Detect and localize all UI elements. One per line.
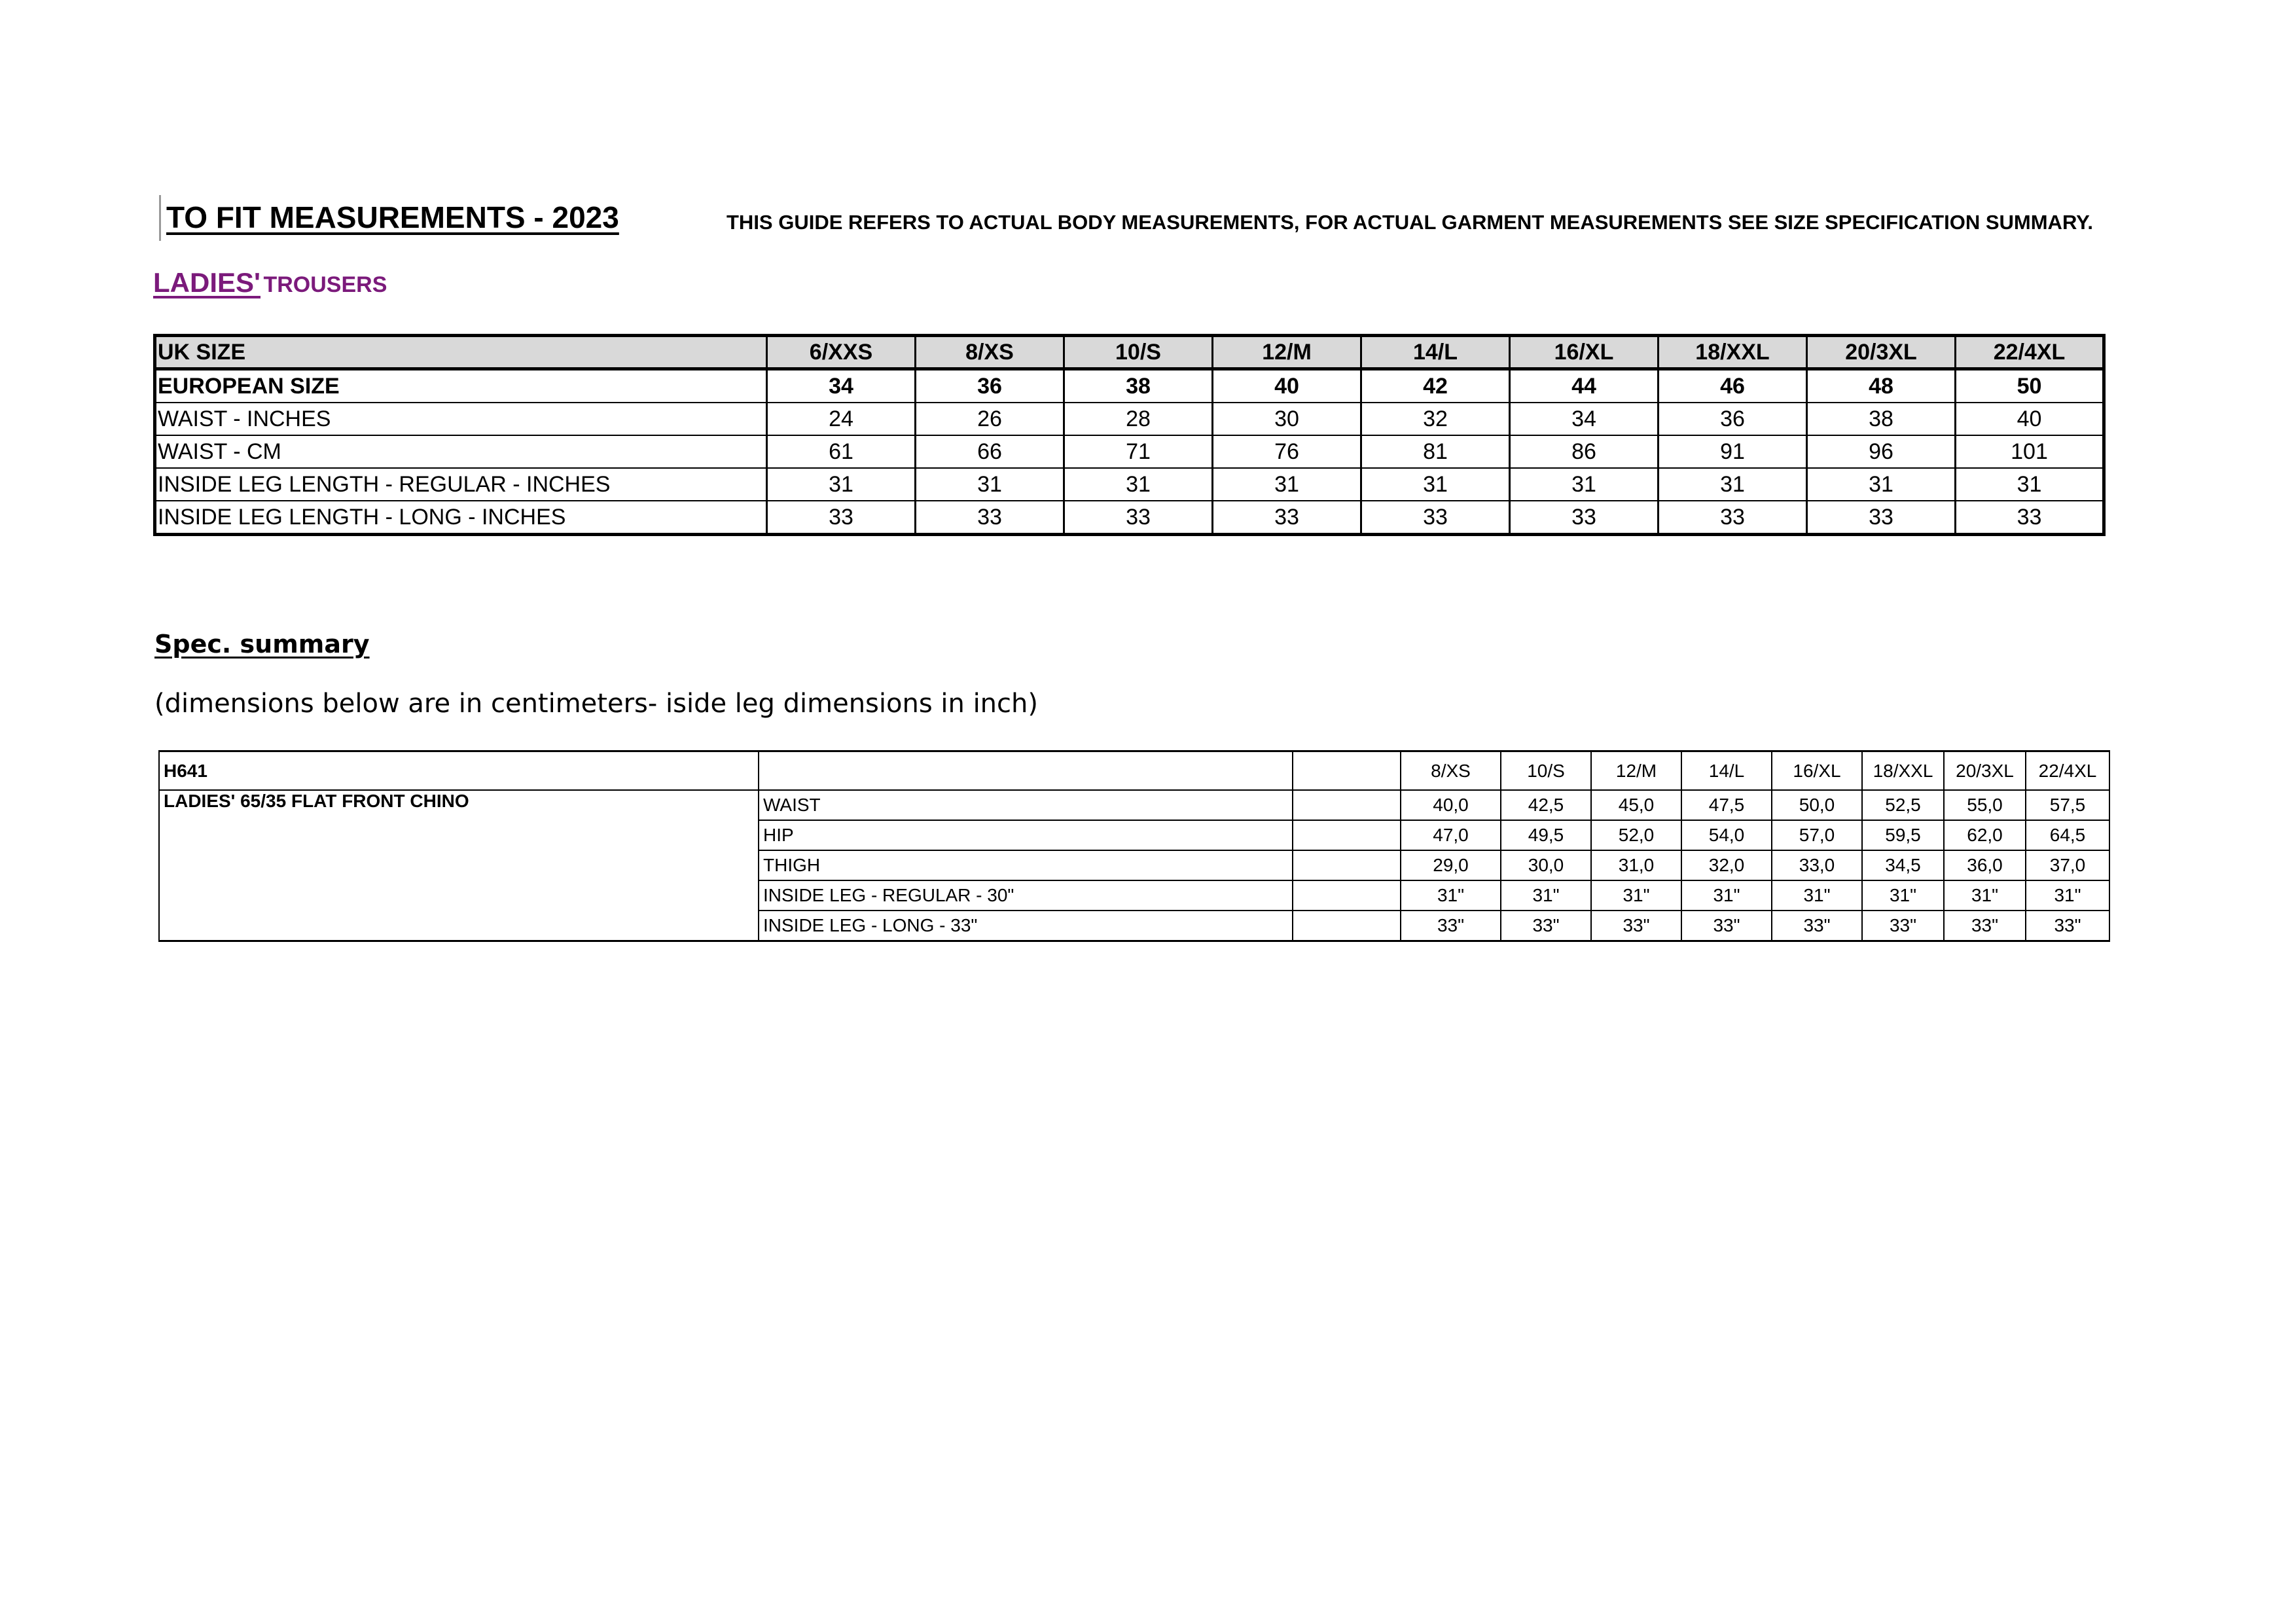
spec-cell: 32,0 xyxy=(1681,850,1772,880)
spec-cell: 31" xyxy=(2026,880,2109,911)
size-cell: 40 xyxy=(1213,369,1361,403)
spec-cell: 55,0 xyxy=(1944,790,2026,820)
blank-cell xyxy=(1293,790,1401,820)
size-cell: 10/S xyxy=(1064,336,1213,369)
size-cell: 42 xyxy=(1361,369,1510,403)
size-cell: 14/L xyxy=(1361,336,1510,369)
spec-cell: 52,0 xyxy=(1591,820,1681,850)
spec-cell: 33" xyxy=(1944,911,2026,941)
spec-cell: 52,5 xyxy=(1862,790,1944,820)
size-cell: 31 xyxy=(1361,468,1510,501)
spec-cell: 36,0 xyxy=(1944,850,2026,880)
size-table-row xyxy=(155,369,2104,403)
measurement-label: INSIDE LEG - LONG - 33" xyxy=(759,911,1293,941)
size-cell: 36 xyxy=(1659,403,1807,435)
row-label: UK SIZE xyxy=(155,336,767,369)
spec-cell: 33" xyxy=(1501,911,1591,941)
size-cell: 30 xyxy=(1213,403,1361,435)
spec-size-header: 20/3XL xyxy=(1944,751,2026,791)
spec-cell: 33" xyxy=(1591,911,1681,941)
spec-note: (dimensions below are in centimeters- iside leg dimensions in inch) xyxy=(154,689,1038,719)
spec-size-header: 12/M xyxy=(1591,751,1681,791)
category-main: LADIES' xyxy=(153,267,261,298)
size-table-row xyxy=(155,336,2104,369)
size-cell: 26 xyxy=(916,403,1064,435)
size-cell: 20/3XL xyxy=(1807,336,1956,369)
product-name: LADIES' 65/35 FLAT FRONT CHINO xyxy=(159,790,759,941)
size-cell: 34 xyxy=(767,369,916,403)
size-cell: 31 xyxy=(916,468,1064,501)
spec-cell: 45,0 xyxy=(1591,790,1681,820)
size-cell: 8/XS xyxy=(916,336,1064,369)
size-cell: 71 xyxy=(1064,435,1213,468)
measurement-label: INSIDE LEG - REGULAR - 30" xyxy=(759,880,1293,911)
category-heading xyxy=(153,267,387,298)
size-cell: 33 xyxy=(1659,501,1807,535)
size-cell: 33 xyxy=(1361,501,1510,535)
size-cell: 86 xyxy=(1510,435,1659,468)
spec-cell: 54,0 xyxy=(1681,820,1772,850)
spec-size-header: 8/XS xyxy=(1401,751,1501,791)
size-cell: 48 xyxy=(1807,369,1956,403)
spec-header-row xyxy=(159,751,2109,791)
spec-cell: 33" xyxy=(2026,911,2109,941)
spec-cell: 33" xyxy=(1401,911,1501,941)
size-cell: 33 xyxy=(916,501,1064,535)
size-cell: 38 xyxy=(1064,369,1213,403)
spec-size-header: 22/4XL xyxy=(2026,751,2109,791)
size-cell: 31 xyxy=(1659,468,1807,501)
size-cell: 91 xyxy=(1659,435,1807,468)
spec-size-header: 14/L xyxy=(1681,751,1772,791)
measurement-label: HIP xyxy=(759,820,1293,850)
size-cell: 81 xyxy=(1361,435,1510,468)
size-cell: 12/M xyxy=(1213,336,1361,369)
size-cell: 33 xyxy=(1807,501,1956,535)
size-cell: 33 xyxy=(1213,501,1361,535)
spec-cell: 40,0 xyxy=(1401,790,1501,820)
measurement-label: THIGH xyxy=(759,850,1293,880)
spec-cell: 57,5 xyxy=(2026,790,2109,820)
spec-summary-heading: Spec. summary xyxy=(154,630,370,659)
size-cell: 76 xyxy=(1213,435,1361,468)
spec-size-header: 18/XXL xyxy=(1862,751,1944,791)
spec-cell: 31" xyxy=(1401,880,1501,911)
size-cell: 34 xyxy=(1510,403,1659,435)
spec-cell: 31,0 xyxy=(1591,850,1681,880)
blank-cell xyxy=(1293,751,1401,791)
spec-row xyxy=(159,790,2109,820)
spec-cell: 31" xyxy=(1862,880,1944,911)
size-cell: 24 xyxy=(767,403,916,435)
size-cell: 31 xyxy=(1807,468,1956,501)
blank-cell xyxy=(1293,820,1401,850)
spec-cell: 31" xyxy=(1501,880,1591,911)
spec-cell: 29,0 xyxy=(1401,850,1501,880)
size-cell: 22/4XL xyxy=(1956,336,2104,369)
size-cell: 28 xyxy=(1064,403,1213,435)
spec-cell: 49,5 xyxy=(1501,820,1591,850)
size-cell: 33 xyxy=(1510,501,1659,535)
size-cell: 16/XL xyxy=(1510,336,1659,369)
product-code: H641 xyxy=(159,751,759,791)
row-label: INSIDE LEG LENGTH - REGULAR - INCHES xyxy=(155,468,767,501)
spec-cell: 64,5 xyxy=(2026,820,2109,850)
spec-cell: 33" xyxy=(1772,911,1862,941)
spec-cell: 42,5 xyxy=(1501,790,1591,820)
size-cell: 96 xyxy=(1807,435,1956,468)
size-cell: 31 xyxy=(1956,468,2104,501)
row-label: WAIST - INCHES xyxy=(155,403,767,435)
size-table-row xyxy=(155,435,2104,468)
row-label: WAIST - CM xyxy=(155,435,767,468)
row-label: INSIDE LEG LENGTH - LONG - INCHES xyxy=(155,501,767,535)
blank-cell xyxy=(1293,880,1401,911)
size-cell: 18/XXL xyxy=(1659,336,1807,369)
size-cell: 46 xyxy=(1659,369,1807,403)
size-cell: 33 xyxy=(1064,501,1213,535)
spec-size-header: 16/XL xyxy=(1772,751,1862,791)
spec-cell: 31" xyxy=(1772,880,1862,911)
size-table xyxy=(153,334,2106,536)
spec-cell: 47,5 xyxy=(1681,790,1772,820)
spec-cell: 31" xyxy=(1944,880,2026,911)
size-cell: 31 xyxy=(1213,468,1361,501)
size-cell: 44 xyxy=(1510,369,1659,403)
spec-cell: 33,0 xyxy=(1772,850,1862,880)
size-table-row xyxy=(155,403,2104,435)
spec-cell: 57,0 xyxy=(1772,820,1862,850)
measurement-label: WAIST xyxy=(759,790,1293,820)
spec-cell: 37,0 xyxy=(2026,850,2109,880)
size-table-row xyxy=(155,468,2104,501)
size-cell: 101 xyxy=(1956,435,2104,468)
spec-cell: 33" xyxy=(1862,911,1944,941)
size-cell: 31 xyxy=(1510,468,1659,501)
guide-note: THIS GUIDE REFERS TO ACTUAL BODY MEASUREMENTS, FOR ACTUAL GARMENT MEASUREMENTS SEE SIZE SPECIFICATION SUMMARY. xyxy=(726,211,2094,234)
size-cell: 6/XXS xyxy=(767,336,916,369)
category-sub: TROUSERS xyxy=(263,272,387,297)
spec-cell: 33" xyxy=(1681,911,1772,941)
spec-cell: 31" xyxy=(1591,880,1681,911)
size-cell: 33 xyxy=(1956,501,2104,535)
spec-cell: 30,0 xyxy=(1501,850,1591,880)
size-table-row xyxy=(155,501,2104,535)
size-cell: 33 xyxy=(767,501,916,535)
size-cell: 31 xyxy=(767,468,916,501)
spec-cell: 47,0 xyxy=(1401,820,1501,850)
spec-cell: 34,5 xyxy=(1862,850,1944,880)
size-cell: 36 xyxy=(916,369,1064,403)
blank-cell xyxy=(1293,850,1401,880)
spec-size-header: 10/S xyxy=(1501,751,1591,791)
size-cell: 66 xyxy=(916,435,1064,468)
header-divider xyxy=(159,195,161,241)
spec-cell: 31" xyxy=(1681,880,1772,911)
page-title: TO FIT MEASUREMENTS - 2023 xyxy=(166,200,619,234)
blank-cell xyxy=(759,751,1293,791)
spec-cell: 62,0 xyxy=(1944,820,2026,850)
size-cell: 31 xyxy=(1064,468,1213,501)
size-cell: 61 xyxy=(767,435,916,468)
size-cell: 32 xyxy=(1361,403,1510,435)
size-cell: 40 xyxy=(1956,403,2104,435)
spec-cell: 59,5 xyxy=(1862,820,1944,850)
size-cell: 38 xyxy=(1807,403,1956,435)
blank-cell xyxy=(1293,911,1401,941)
row-label: EUROPEAN SIZE xyxy=(155,369,767,403)
spec-table xyxy=(158,750,2110,942)
spec-cell: 50,0 xyxy=(1772,790,1862,820)
size-cell: 50 xyxy=(1956,369,2104,403)
